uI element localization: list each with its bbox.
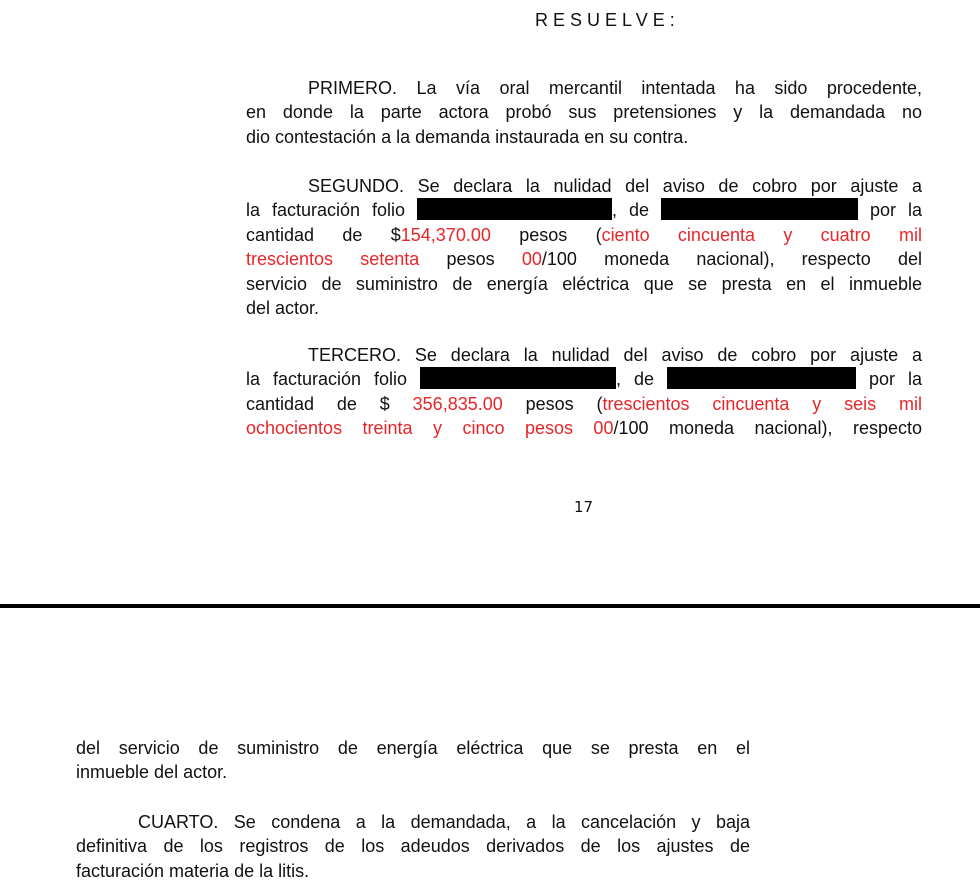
cuarto-lead: CUARTO.	[138, 812, 219, 832]
segundo-pesos-2: pesos	[446, 249, 495, 270]
tercero-folio-label: la facturación folio	[246, 369, 408, 390]
tercero-pesos-label: pesos (	[525, 393, 603, 414]
tercero-por-la: por la	[868, 369, 922, 390]
segundo-moneda: /100 moneda nacional), respecto del	[541, 249, 922, 270]
redaction-bar	[667, 367, 856, 389]
tercero-lead: TERCERO.	[308, 345, 402, 365]
paragraph-cuarto	[76, 810, 750, 883]
segundo-folio-label: la facturación folio	[246, 200, 406, 221]
tercero-amount: 356,835.00	[412, 393, 503, 414]
paragraph-primero	[246, 76, 922, 149]
redaction-bar	[417, 198, 612, 220]
continuation-line-2: inmueble del actor.	[76, 762, 228, 783]
segundo-line-5: servicio de suministro de energía eléctrica que se presta en el inmueble	[246, 273, 922, 294]
segundo-de-label: , de	[612, 200, 650, 221]
tercero-amount-words-1: trescientos cincuenta y seis mil	[602, 393, 922, 414]
cuarto-line-2: definitiva de los registros de los adeudos derivados de los ajustes de	[76, 836, 750, 857]
segundo-cantidad-label: cantidad de $	[246, 224, 401, 245]
primero-line-2: en donde la parte actora probó sus pretensiones y la demandada no	[246, 102, 922, 123]
segundo-amount-words-1: ciento cincuenta y cuatro mil	[601, 224, 922, 245]
primero-line-1: La vía oral mercantil intentada ha sido procedente,	[416, 78, 922, 98]
paragraph-continuation	[76, 736, 750, 785]
continuation-line-1: del servicio de suministro de energía eléctrica que se presta en el	[76, 738, 750, 758]
segundo-pesos-label: pesos (	[519, 224, 602, 245]
segundo-por-la: por la	[869, 200, 922, 221]
paragraph-tercero	[246, 343, 922, 441]
redaction-bar	[420, 367, 616, 389]
cuarto-line-3: facturación materia de la litis.	[76, 860, 310, 881]
primero-lead: PRIMERO.	[308, 78, 398, 98]
segundo-line-1: Se declara la nulidad del aviso de cobro por ajuste a	[417, 176, 922, 196]
resolution-heading: RESUELVE:	[535, 10, 680, 30]
tercero-cantidad-label: cantidad de $	[246, 393, 390, 414]
tercero-de-label: , de	[616, 369, 655, 390]
primero-line-3: dio contestación a la demanda instaurada en su contra.	[246, 126, 689, 147]
paragraph-segundo	[246, 174, 922, 320]
segundo-amount: 154,370.00	[400, 224, 491, 245]
tercero-amount-words-2: ochocientos treinta y cinco pesos 00	[246, 418, 614, 439]
redaction-bar	[661, 198, 858, 220]
tercero-moneda: /100 moneda nacional), respecto	[613, 418, 923, 439]
cuarto-line-1: Se condena a la demandada, a la cancelación y baja	[233, 812, 750, 832]
segundo-line-6: del actor.	[246, 298, 320, 319]
page-number: 17	[574, 498, 594, 516]
segundo-lead: SEGUNDO.	[308, 176, 405, 196]
segundo-cents: 00	[521, 249, 542, 270]
segundo-amount-words-2: trescientos setenta	[246, 249, 420, 270]
page-separator	[0, 604, 980, 608]
tercero-line-1: Se declara la nulidad del aviso de cobro por ajuste a	[414, 345, 922, 365]
